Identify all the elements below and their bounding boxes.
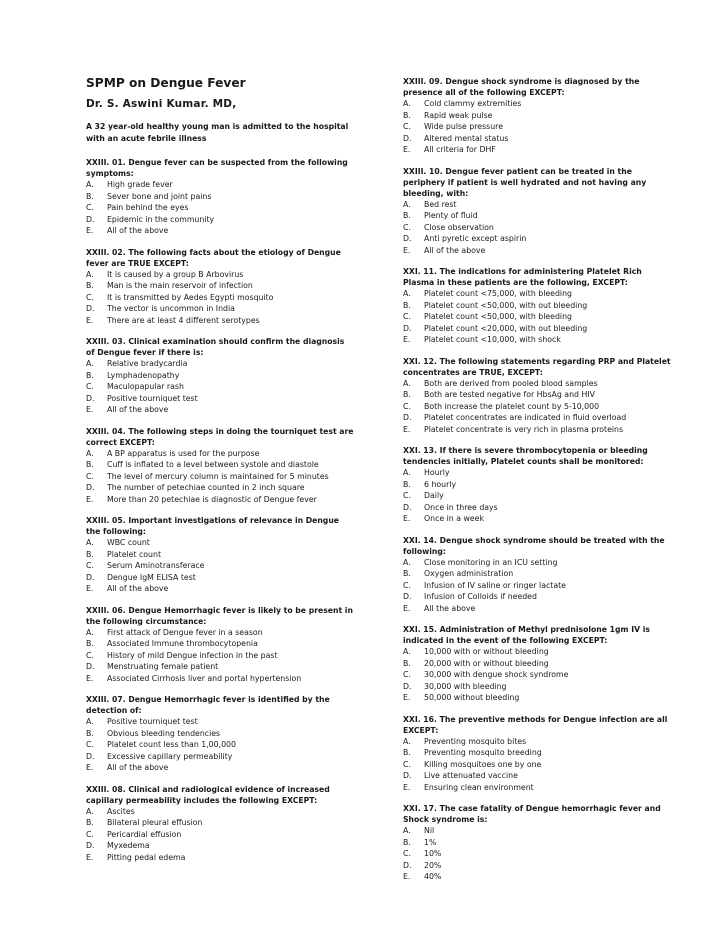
answer-option <box>86 728 354 740</box>
option-letter: A. <box>403 289 411 298</box>
question-block <box>86 336 354 416</box>
option-letter: C. <box>403 222 411 232</box>
answer-option <box>86 716 354 728</box>
option-letter: A. <box>86 180 94 189</box>
answer-option <box>86 292 354 304</box>
option-text: Close monitoring in an ICU setting <box>424 557 558 567</box>
option-text: Cold clammy extremities <box>424 99 522 108</box>
answer-option <box>86 494 354 506</box>
option-text: High grade fever <box>107 180 173 189</box>
option-letter: D. <box>403 502 412 512</box>
option-text: Ensuring clean environment <box>424 782 534 792</box>
option-text: All of the above <box>107 226 169 235</box>
option-text: Killing mosquitoes one by one <box>424 759 542 769</box>
answer-option <box>86 482 354 494</box>
question-block <box>403 356 675 436</box>
answer-option <box>86 549 354 561</box>
answer-option <box>403 479 675 491</box>
option-text: Platelet count less than 1,00,000 <box>107 740 236 749</box>
answer-option <box>403 782 675 794</box>
option-letter: B. <box>403 390 411 399</box>
question-stem: XXI. 17. The case fatality of Dengue hemorrhagic fever and Shock syndrome is: <box>403 804 661 824</box>
option-text: 30,000 with bleeding <box>424 681 507 691</box>
option-text: Both increase the platelet count by 5-10,000 <box>424 401 600 411</box>
question-stem: XXI. 11. The indications for administering Platelet Rich Plasma in these patients are the following, EXCEPT: <box>403 267 642 287</box>
option-text: The number of petechiae counted in 2 inch square <box>107 483 305 492</box>
question-stem: XXIII. 10. Dengue fever patient can be treated in the periphery if patient is well hydrated and not having any bleeding, with: <box>403 166 647 198</box>
option-text: Serum Aminotransferace <box>107 561 205 570</box>
option-text: All of the above <box>424 245 486 255</box>
question-stem: XXIII. 07. Dengue Hemorrhagic fever is identified by the detection of: <box>86 695 330 715</box>
answer-option <box>403 467 675 479</box>
answer-option <box>86 661 354 673</box>
option-text: Man is the main reservoir of infection <box>107 281 253 290</box>
question-stem: XXI. 15. Administration of Methyl prednisolone 1gm IV is indicated in the event of the following EXCEPT: <box>403 625 650 645</box>
option-text: Altered mental status <box>424 133 509 143</box>
option-letter: B. <box>403 658 411 668</box>
answer-option <box>86 280 354 292</box>
option-letter: A. <box>86 806 94 816</box>
option-text: 10% <box>424 849 442 858</box>
answer-option <box>86 762 354 774</box>
option-letter: E. <box>86 494 94 504</box>
question-block <box>403 624 675 704</box>
answer-option <box>403 568 675 580</box>
question-stem: XXI. 14. Dengue shock syndrome should be treated with the following: <box>403 535 665 556</box>
document-author: Dr. S. Aswini Kumar. MD, <box>86 98 237 110</box>
option-letter: B. <box>86 818 94 827</box>
question-stem: XXIII. 01. Dengue fever can be suspected from the following symptoms: <box>86 158 348 178</box>
answer-option <box>86 583 354 595</box>
answer-option <box>403 424 675 436</box>
option-letter: D. <box>403 771 412 780</box>
option-text: 6 hourly <box>424 479 457 489</box>
answer-option <box>86 358 354 370</box>
option-letter: B. <box>86 549 94 559</box>
option-letter: A. <box>86 717 94 726</box>
option-text: Platelet concentrates are indicated in fluid overload <box>424 413 627 422</box>
question-block <box>403 803 675 883</box>
option-letter: E. <box>86 584 94 593</box>
option-text: Wide pulse pressure <box>424 122 504 131</box>
answer-option <box>403 692 675 704</box>
option-letter: D. <box>403 133 412 143</box>
answer-option <box>403 378 675 390</box>
option-letter: A. <box>403 647 411 656</box>
option-text: 1% <box>424 837 437 847</box>
option-text: Sever bone and joint pains <box>107 191 212 201</box>
option-text: All of the above <box>107 405 169 414</box>
option-letter: A. <box>403 468 411 477</box>
option-text: All the above <box>424 603 476 613</box>
option-letter: D. <box>403 323 412 333</box>
option-text: More than 20 petechiae is diagnostic of Dengue fever <box>107 494 317 504</box>
option-text: Pain behind the eyes <box>107 203 189 212</box>
option-text: It is transmitted by Aedes Egypti mosquito <box>107 292 274 302</box>
option-text: Myxedema <box>107 841 150 850</box>
answer-option <box>86 225 354 237</box>
answer-option <box>403 747 675 759</box>
answer-option <box>86 638 354 650</box>
answer-option <box>86 673 354 685</box>
option-text: Positive tourniquet test <box>107 393 198 403</box>
answer-option <box>403 300 675 312</box>
option-letter: C. <box>403 580 411 590</box>
option-letter: D. <box>403 681 412 691</box>
option-letter: D. <box>86 214 95 224</box>
answer-option <box>403 646 675 658</box>
answer-option <box>403 860 675 872</box>
option-letter: A. <box>403 378 411 388</box>
option-text: Infusion of Colloids if needed <box>424 592 537 601</box>
option-letter: C. <box>403 491 411 500</box>
option-letter: C. <box>403 849 411 858</box>
option-letter: E. <box>86 226 94 235</box>
answer-option <box>403 591 675 603</box>
option-letter: B. <box>403 211 411 220</box>
option-text: Epidemic in the community <box>107 214 215 224</box>
option-letter: B. <box>403 569 411 578</box>
option-letter: B. <box>403 110 411 120</box>
option-text: 10,000 with or without bleeding <box>424 647 549 656</box>
question-stem: XXIII. 08. Clinical and radiological evidence of increased capillary permeability includes the following EXCEPT: <box>86 784 330 805</box>
answer-option <box>403 210 675 222</box>
option-letter: C. <box>86 292 94 302</box>
option-letter: D. <box>403 234 412 243</box>
option-text: Anti pyretic except aspirin <box>424 234 527 243</box>
option-text: There are at least 4 different serotypes <box>107 315 260 325</box>
option-letter: C. <box>86 382 94 391</box>
answer-option <box>403 502 675 514</box>
answer-option <box>403 144 675 156</box>
option-letter: C. <box>403 401 411 411</box>
answer-option <box>403 311 675 323</box>
answer-option <box>86 852 354 864</box>
option-text: Platelet count <75,000, with bleeding <box>424 289 572 298</box>
option-text: History of mild Dengue infection in the past <box>107 650 278 660</box>
option-text: The vector is uncommon in India <box>107 304 235 313</box>
option-text: Platelet count <10,000, with shock <box>424 335 561 344</box>
answer-option <box>403 110 675 122</box>
answer-option <box>403 490 675 502</box>
option-text: Plenty of fluid <box>424 211 478 220</box>
answer-option <box>403 323 675 335</box>
option-text: Relative bradycardia <box>107 359 188 368</box>
option-letter: E. <box>403 335 411 344</box>
question-block <box>403 714 675 794</box>
question-stem: XXIII. 09. Dengue shock syndrome is diagnosed by the presence all of the following EXCEPT: <box>403 77 640 97</box>
option-text: Pitting pedal edema <box>107 852 186 862</box>
option-letter: A. <box>86 269 94 279</box>
option-text: Preventing mosquito breeding <box>424 748 542 757</box>
answer-option <box>403 681 675 693</box>
option-text: Nil <box>424 826 435 835</box>
question-block <box>86 157 354 237</box>
option-text: Ascites <box>107 806 135 816</box>
question-block <box>403 266 675 346</box>
option-text: All of the above <box>107 584 169 593</box>
option-text: First attack of Dengue fever in a season <box>107 627 263 637</box>
option-text: Hourly <box>424 468 450 477</box>
question-block <box>403 535 675 615</box>
question-stem: XXIII. 03. Clinical examination should confirm the diagnosis of Dengue fever if there is: <box>86 337 345 357</box>
answer-option <box>403 389 675 401</box>
answer-option <box>403 603 675 615</box>
question-block <box>403 76 675 156</box>
option-text: Platelet count <50,000, with bleeding <box>424 312 572 321</box>
option-text: Platelet count <20,000, with out bleeding <box>424 323 588 333</box>
option-text: Pericardial effusion <box>107 829 182 839</box>
answer-option <box>403 233 675 245</box>
option-letter: B. <box>86 639 94 648</box>
option-letter: B. <box>86 460 94 469</box>
answer-option <box>86 739 354 751</box>
option-text: All criteria for DHF <box>424 145 496 154</box>
answer-option <box>86 627 354 639</box>
option-letter: C. <box>86 740 94 749</box>
answer-option <box>86 840 354 852</box>
answer-option <box>86 404 354 416</box>
answer-option <box>86 448 354 460</box>
option-letter: E. <box>403 782 411 792</box>
left-column <box>86 76 354 863</box>
option-text: 30,000 with dengue shock syndrome <box>424 670 569 679</box>
answer-option <box>86 751 354 763</box>
option-letter: E. <box>403 872 411 881</box>
answer-option <box>403 825 675 837</box>
question-block <box>86 694 354 774</box>
option-text: Close observation <box>424 222 494 232</box>
option-letter: D. <box>86 841 95 850</box>
option-text: 20,000 with or without bleeding <box>424 658 549 668</box>
option-text: Platelet count <50,000, with out bleeding <box>424 300 588 310</box>
document-title: SPMP on Dengue Fever <box>86 76 246 90</box>
option-text: Rapid weak pulse <box>424 110 493 120</box>
question-stem: XXIII. 02. The following facts about the etiology of Dengue fever are TRUE EXCEPT: <box>86 247 341 268</box>
answer-option <box>86 303 354 315</box>
answer-option <box>403 770 675 782</box>
option-letter: C. <box>86 561 94 570</box>
question-stem: XXIII. 04. The following steps in doing the tourniquet test are correct EXCEPT: <box>86 426 354 447</box>
option-text: Dengue IgM ELISA test <box>107 572 196 582</box>
option-letter: E. <box>403 145 411 154</box>
option-text: A BP apparatus is used for the purpose <box>107 448 260 458</box>
option-text: Oxygen administration <box>424 569 514 578</box>
answer-option <box>403 736 675 748</box>
option-letter: C. <box>86 203 94 212</box>
answer-option <box>403 133 675 145</box>
option-text: Obvious bleeding tendencies <box>107 728 221 738</box>
option-letter: C. <box>86 471 94 481</box>
question-block <box>86 426 354 506</box>
answer-option <box>86 202 354 214</box>
option-text: Maculopapular rash <box>107 382 184 391</box>
question-stem: XXIII. 06. Dengue Hemorrhagic fever is likely to be present in the following circumstance: <box>86 605 353 626</box>
option-text: Cuff is inflated to a level between systole and diastole <box>107 460 319 469</box>
answer-option <box>403 837 675 849</box>
option-letter: B. <box>403 300 411 310</box>
option-text: Excessive capillary permeability <box>107 751 233 761</box>
option-letter: E. <box>86 315 94 325</box>
option-text: 40% <box>424 872 442 881</box>
option-letter: A. <box>403 826 411 835</box>
answer-option <box>86 381 354 393</box>
answer-option <box>86 370 354 382</box>
answer-option <box>403 334 675 346</box>
option-text: Both are derived from pooled blood samples <box>424 378 598 388</box>
question-block <box>403 166 675 257</box>
option-letter: D. <box>403 592 412 601</box>
option-letter: C. <box>403 312 411 321</box>
answer-option <box>403 759 675 771</box>
option-letter: B. <box>86 281 94 290</box>
option-letter: A. <box>403 557 411 567</box>
option-letter: A. <box>86 538 94 547</box>
right-column <box>403 76 675 883</box>
answer-option <box>403 121 675 133</box>
option-letter: A. <box>86 627 94 637</box>
answer-option <box>403 199 675 211</box>
option-letter: A. <box>86 448 94 458</box>
option-letter: C. <box>403 759 411 769</box>
option-text: Both are tested negative for HbsAg and HIV <box>424 390 595 399</box>
question-stem: XXI. 13. If there is severe thrombocytopenia or bleeding tendencies initially, Platelet counts shall be monitored: <box>403 446 648 466</box>
option-letter: D. <box>86 483 95 492</box>
option-text: Once in three days <box>424 502 498 512</box>
answer-option <box>403 557 675 569</box>
option-text: Bed rest <box>424 199 457 209</box>
answer-option <box>86 560 354 572</box>
option-text: Associated Cirrhosis liver and portal hypertension <box>107 673 302 683</box>
option-letter: A. <box>403 736 411 746</box>
option-letter: D. <box>86 304 95 313</box>
option-text: The level of mercury column is maintained for 5 minutes <box>107 471 329 481</box>
answer-option <box>86 829 354 841</box>
question-block <box>403 445 675 525</box>
option-letter: E. <box>403 514 411 523</box>
answer-option <box>86 806 354 818</box>
option-text: Once in a week <box>424 514 484 523</box>
option-text: Daily <box>424 491 444 500</box>
option-letter: D. <box>86 751 95 761</box>
option-letter: B. <box>403 748 411 757</box>
answer-option <box>86 459 354 471</box>
option-text: 20% <box>424 860 442 870</box>
option-letter: B. <box>86 191 94 201</box>
question-stem: XXI. 12. The following statements regarding PRP and Platelet concentrates are TRUE, EXCEPT: <box>403 356 671 377</box>
answer-option <box>403 288 675 300</box>
option-text: Lymphadenopathy <box>107 370 180 380</box>
answer-option <box>86 269 354 281</box>
question-stem: XXI. 16. The preventive methods for Dengue infection are all EXCEPT: <box>403 714 668 735</box>
option-letter: D. <box>86 393 95 403</box>
option-letter: B. <box>86 370 94 380</box>
answer-option <box>86 315 354 327</box>
option-letter: E. <box>403 603 411 613</box>
option-text: Platelet count <box>107 549 161 559</box>
option-letter: E. <box>86 673 94 683</box>
option-letter: E. <box>86 763 94 772</box>
option-letter: D. <box>403 860 412 870</box>
option-text: Associated Immune thrombocytopenia <box>107 639 258 648</box>
answer-option <box>86 817 354 829</box>
option-letter: E. <box>403 693 411 702</box>
option-letter: A. <box>403 99 411 108</box>
option-text: 50,000 without bleeding <box>424 693 520 702</box>
answer-option <box>403 401 675 413</box>
question-block <box>86 605 354 685</box>
option-letter: E. <box>86 852 94 862</box>
answer-option <box>403 658 675 670</box>
option-text: Platelet concentrate is very rich in plasma proteins <box>424 424 624 434</box>
answer-option <box>403 98 675 110</box>
option-letter: B. <box>403 479 411 489</box>
answer-option <box>86 572 354 584</box>
option-letter: C. <box>86 650 94 660</box>
option-text: All of the above <box>107 763 169 772</box>
option-letter: B. <box>86 728 94 738</box>
answer-option <box>403 871 675 883</box>
option-letter: D. <box>86 662 95 671</box>
option-letter: C. <box>403 670 411 679</box>
question-stem: XXIII. 05. Important investigations of relevance in Dengue the following: <box>86 516 340 536</box>
option-letter: E. <box>403 245 411 255</box>
question-block <box>86 784 354 864</box>
answer-option <box>86 471 354 483</box>
answer-option <box>86 214 354 226</box>
answer-option <box>86 650 354 662</box>
answer-option <box>403 669 675 681</box>
option-text: Infusion of IV saline or ringer lactate <box>424 580 566 590</box>
question-block <box>86 247 354 327</box>
question-block <box>86 515 354 595</box>
option-letter: A. <box>86 359 94 368</box>
left-question-list <box>86 157 354 863</box>
answer-option <box>86 191 354 203</box>
answer-option <box>403 245 675 257</box>
option-text: Preventing mosquito bites <box>424 736 527 746</box>
option-letter: E. <box>86 405 94 414</box>
option-text: Menstruating female patient <box>107 662 219 671</box>
answer-option <box>403 412 675 424</box>
answer-option <box>86 537 354 549</box>
option-text: Bilateral pleural effusion <box>107 818 203 827</box>
option-text: It is caused by a group B Arbovirus <box>107 269 244 279</box>
case-description: A 32 year-old healthy young man is admitted to the hospital with an acute febrile illness <box>86 122 349 143</box>
option-letter: C. <box>86 829 94 839</box>
answer-option <box>86 393 354 405</box>
answer-option <box>403 580 675 592</box>
option-letter: E. <box>403 424 411 434</box>
answer-option <box>403 848 675 860</box>
option-text: WBC count <box>107 538 150 547</box>
option-letter: C. <box>403 122 411 131</box>
answer-option <box>403 222 675 234</box>
answer-option <box>403 513 675 525</box>
option-letter: D. <box>86 572 95 582</box>
answer-option <box>86 179 354 191</box>
option-letter: D. <box>403 413 412 422</box>
option-letter: A. <box>403 199 411 209</box>
option-letter: B. <box>403 837 411 847</box>
option-text: Live attenuated vaccine <box>424 771 518 780</box>
option-text: Positive tourniquet test <box>107 717 198 726</box>
right-question-list <box>403 76 675 883</box>
